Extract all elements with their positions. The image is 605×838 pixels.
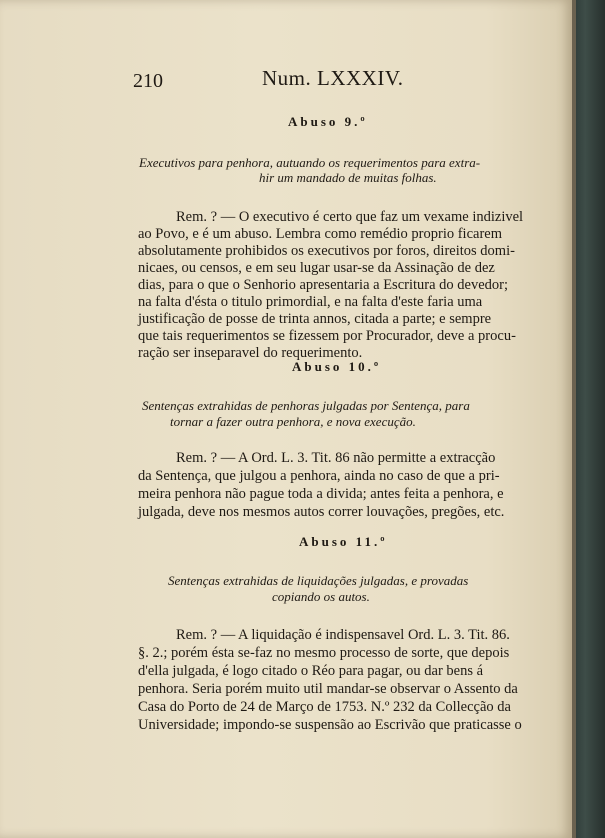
body-line: da Sentença, que julgou a penhora, ainda no caso de que a pri- bbox=[138, 468, 500, 484]
section-heading: Abuso 11.º bbox=[299, 534, 388, 549]
body-line: julgada, deve nos mesmos autos correr louvações, pregões, etc. bbox=[138, 504, 505, 520]
section-subtitle-line: Executivos para penhora, autuando os requerimentos para extra- bbox=[139, 155, 481, 170]
page-edge bbox=[572, 0, 576, 838]
body-line: Rem. ? — A liquidação é indispensavel Ord. L. 3. Tit. 86. bbox=[176, 627, 510, 643]
body-line: dias, para o que o Senhorio apresentaria a Escritura do devedor; bbox=[138, 277, 509, 293]
section-heading: Abuso 9.º bbox=[288, 114, 368, 129]
section-subtitle-line: tornar a fazer outra penhora, e nova execução. bbox=[170, 414, 416, 429]
section-heading: Abuso 10.º bbox=[292, 359, 382, 374]
section-subtitle-line: copiando os autos. bbox=[272, 589, 370, 604]
section-subtitle-line: Sentenças extrahidas de penhoras julgadas por Sentença, para bbox=[142, 398, 470, 413]
body-line: penhora. Seria porém muito util mandar-se observar o Assento da bbox=[138, 681, 518, 697]
body-line: nicaes, ou censos, e em seu lugar usar-se da Assinação de dez bbox=[138, 260, 495, 276]
body-line: ração ser inseparavel do requerimento. bbox=[138, 345, 363, 361]
body-line: absolutamente prohibidos os executivos por foros, direitos domi- bbox=[138, 243, 515, 259]
book-spine bbox=[572, 0, 605, 838]
body-line: Rem. ? — A Ord. L. 3. Tit. 86 não permitte a extracção bbox=[176, 450, 496, 466]
body-line: d'ella julgada, é logo citado o Réo para pagar, ou dar bens á bbox=[138, 663, 484, 679]
body-line: §. 2.; porém ésta se-faz no mesmo processo de sorte, que depois bbox=[138, 645, 510, 661]
body-line: justificação de posse de trinta annos, citada a parte; e sempre bbox=[138, 311, 492, 327]
page-number: 210 bbox=[133, 70, 163, 92]
section-subtitle-line: hir um mandado de muitas folhas. bbox=[259, 170, 437, 185]
body-line: Universidade; impondo-se suspensão ao Escrivão que praticasse o bbox=[138, 717, 522, 733]
body-line: na falta d'ésta o titulo primordial, e na falta d'este faria uma bbox=[138, 294, 483, 310]
body-line: Casa do Porto de 24 de Março de 1753. N.º 232 da Collecção da bbox=[138, 699, 511, 715]
body-line: que tais requerimentos se fizessem por Procurador, deve a procu- bbox=[138, 328, 516, 344]
page-header-title: Num. LXXXIV. bbox=[262, 66, 404, 90]
body-line: ao Povo, e é um abuso. Lembra como remédio proprio ficarem bbox=[138, 226, 502, 242]
body-line: Rem. ? — O executivo é certo que faz um vexame indizivel bbox=[176, 209, 524, 225]
section-subtitle-line: Sentenças extrahidas de liquidações julgadas, e provadas bbox=[168, 573, 469, 588]
body-line: meira penhora não pague toda a divida; antes feita a penhora, e bbox=[138, 486, 504, 502]
